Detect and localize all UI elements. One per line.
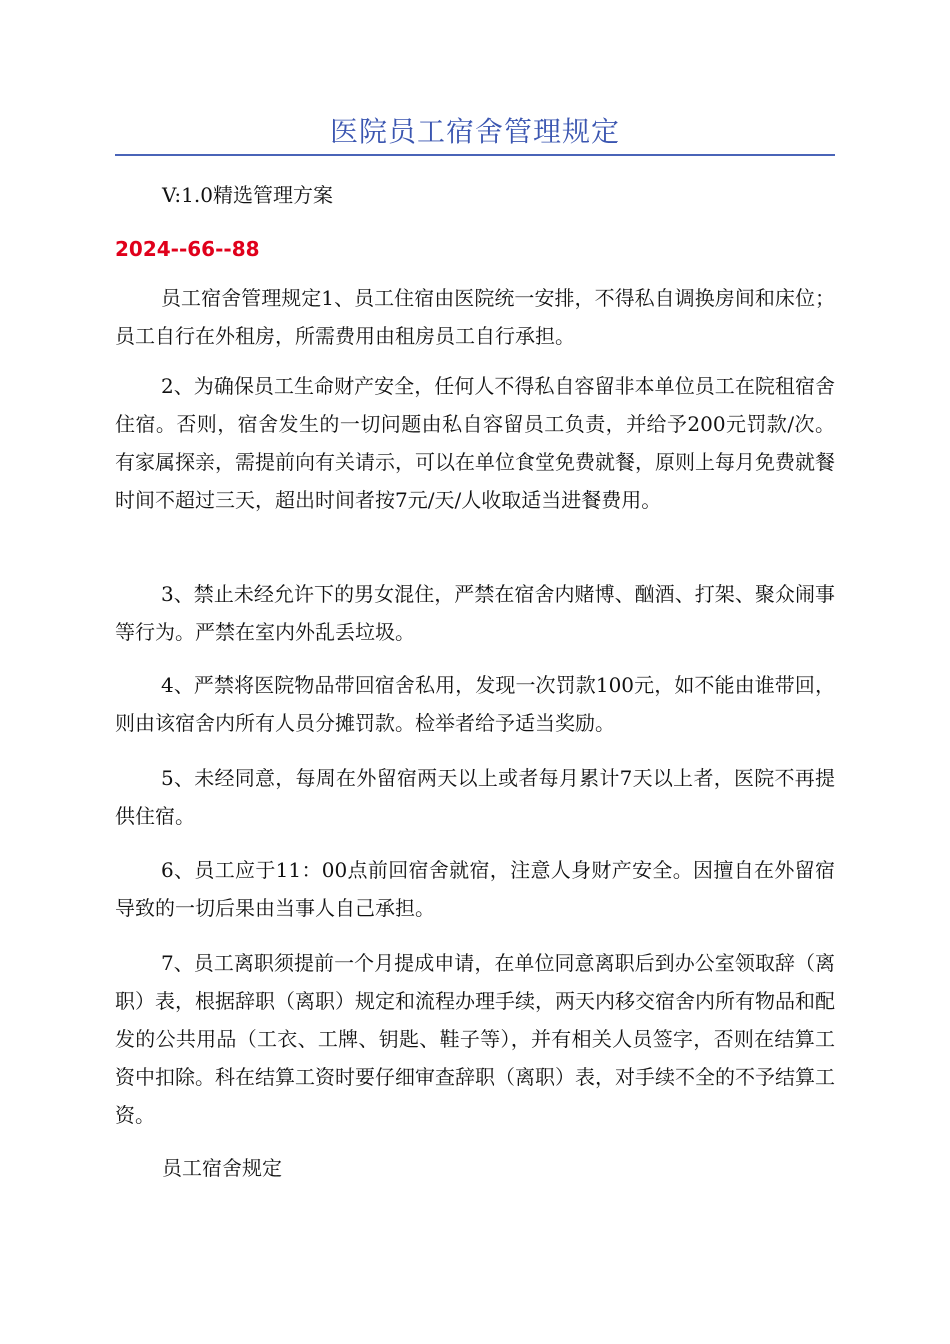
date-line: 2024--66--88 — [115, 237, 260, 261]
version-line: V:1.0精选管理方案 — [162, 183, 333, 207]
footer-heading: 员工宿舍规定 — [162, 1156, 282, 1180]
paragraph-4: 4、严禁将医院物品带回宿舍私用，发现一次罚款100元，如不能由谁带回，则由该宿舍内所有人员分摊罚款。检举者给予适当奖励。 — [115, 673, 835, 735]
paragraph-6: 6、员工应于11：00点前回宿舍就宿，注意人身财产安全。因擅自在外留宿导致的一切后果由当事人自己承担。 — [115, 858, 835, 920]
document-title: 医院员工宿舍管理规定 — [329, 115, 620, 148]
paragraph-5: 5、未经同意，每周在外留宿两天以上或者每月累计7天以上者，医院不再提供住宿。 — [115, 766, 835, 828]
paragraph-7: 7、员工离职须提前一个月提成申请，在单位同意离职后到办公室领取辞（离职）表，根据辞职（离职）规定和流程办理手续，两天内移交宿舍内所有物品和配发的公共用品（工衣、工牌、钥匙、鞋子等），并有相关人员签字，否则在结算工资中扣除。科在结算工资时要仔细审查辞职（离职）表，对手续不全的不予结算工资。 — [115, 951, 835, 1127]
paragraph-1: 员工宿舍管理规定1、员工住宿由医院统一安排，不得私自调换房间和床位；员工自行在外租房，所需费用由租房员工自行承担。 — [115, 286, 835, 348]
title-underline — [115, 154, 835, 156]
paragraph-2: 2、为确保员工生命财产安全，任何人不得私自容留非本单位员工在院租宿舍住宿。否则，宿舍发生的一切问题由私自容留员工负责，并给予200元罚款/次。有家属探亲，需提前向有关请示，可以在单位食堂免费就餐，原则上每月免费就餐时间不超过三天，超出时间者按7元/天/人收取适当进餐费用。 — [115, 374, 835, 512]
paragraph-3: 3、禁止未经允许下的男女混住，严禁在宿舍内赌博、酗酒、打架、聚众闹事等行为。严禁在室内外乱丢垃圾。 — [115, 582, 835, 644]
